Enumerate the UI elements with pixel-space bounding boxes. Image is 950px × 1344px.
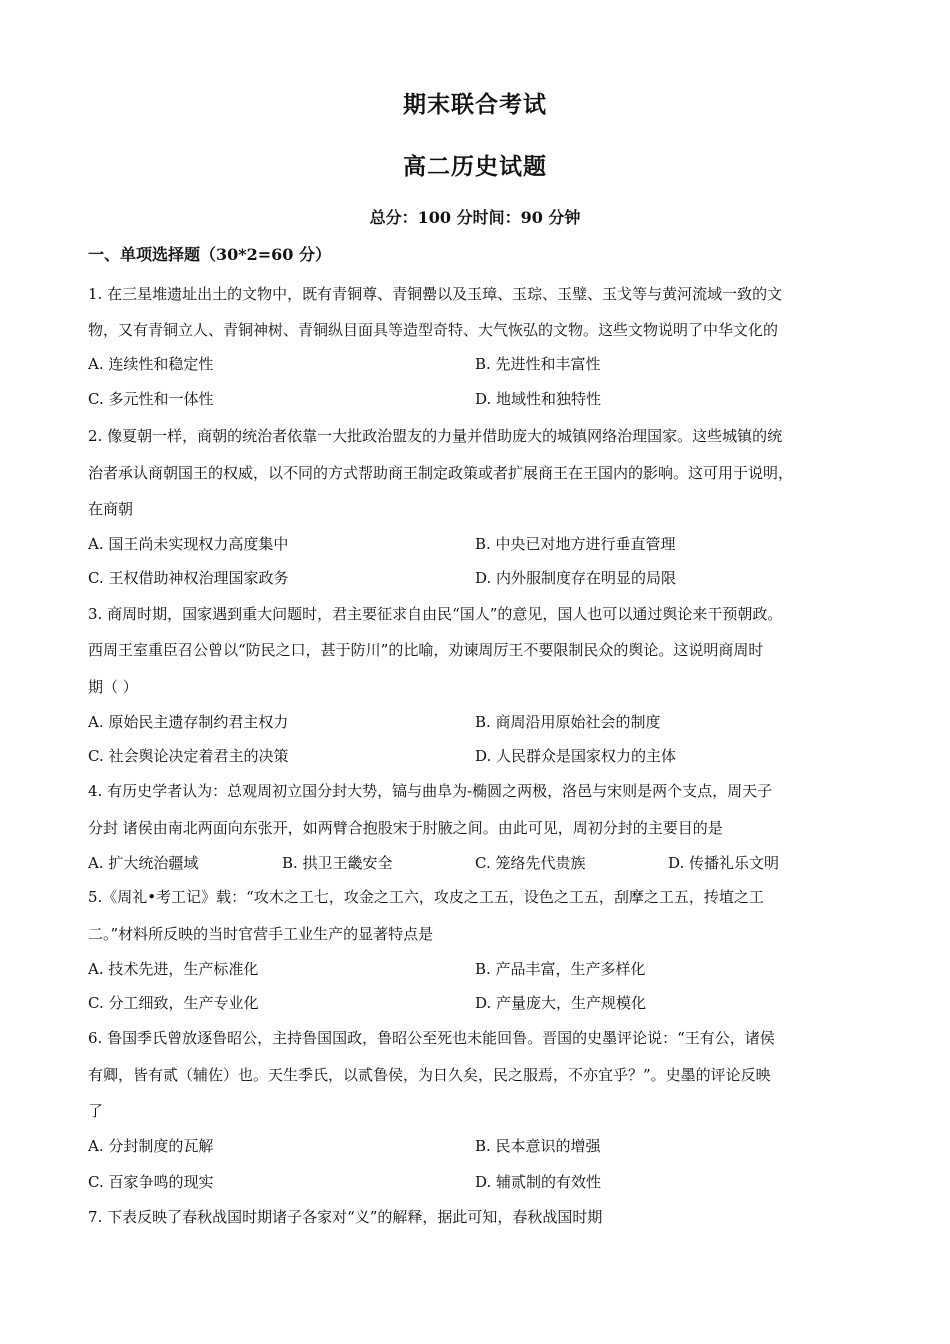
option-a: A. 分封制度的瓦解 bbox=[88, 1137, 214, 1155]
question-text-line: 物，又有青铜立人、青铜神树、青铜纵目面具等造型奇特、大气恢弘的文物。这些文物说明了中华文化的 bbox=[88, 321, 779, 339]
option-d: D. 产量庞大，生产规模化 bbox=[475, 994, 647, 1012]
question-text-line: 7. 下表反映了春秋战国时期诸子各家对“义”的解释，据此可知，春秋战国时期 bbox=[88, 1208, 603, 1226]
option-b: B. 民本意识的增强 bbox=[475, 1137, 601, 1155]
question-text-line: 西周王室重臣召公曾以“防民之口，甚于防川”的比喻，劝谏周厉王不要限制民众的舆论。这说明商周时 bbox=[88, 641, 764, 659]
option-c: C. 分工细致，生产专业化 bbox=[88, 994, 259, 1012]
option-c: C. 笼络先代贵族 bbox=[475, 854, 586, 872]
option-b: B. 产品丰富，生产多样化 bbox=[475, 960, 646, 978]
question-text-line: 有卿，皆有贰（辅佐）也。天生季氏，以贰鲁侯，为日久矣，民之服焉，不亦宜乎？”。史墨的评论反映 bbox=[88, 1066, 771, 1084]
question-text-line: 治者承认商朝国王的权威，以不同的方式帮助商王制定政策或者扩展商王在王国内的影响。这可用于说明， bbox=[88, 464, 794, 482]
option-a: A. 技术先进，生产标准化 bbox=[88, 960, 259, 978]
question-text-line: 5.《周礼•考工记》载：“攻木之工七，攻金之工六，攻皮之工五，设色之工五，刮摩之工五，抟埴之工 bbox=[88, 888, 764, 906]
option-b: B. 商周沿用原始社会的制度 bbox=[475, 713, 661, 731]
option-a: A. 国王尚未实现权力高度集中 bbox=[88, 535, 289, 553]
option-b: B. 中央已对地方进行垂直管理 bbox=[475, 535, 676, 553]
question-text-line: 了 bbox=[88, 1102, 104, 1120]
question-text-line: 4. 有历史学者认为：总观周初立国分封大势，镐与曲阜为-椭圆之两极，洛邑与宋则是两个支点，周天子 bbox=[88, 782, 773, 800]
option-c: C. 社会舆论决定着君主的决策 bbox=[88, 747, 289, 765]
option-b: B. 先进性和丰富性 bbox=[475, 355, 601, 373]
option-b: B. 拱卫王畿安全 bbox=[282, 854, 393, 872]
exam-subtitle: 高二历史试题 bbox=[403, 153, 547, 180]
option-c: C. 百家争鸣的现实 bbox=[88, 1173, 214, 1191]
exam-title: 期末联合考试 bbox=[403, 91, 547, 118]
question-text-line: 期（ ） bbox=[88, 678, 138, 696]
option-d: D. 辅贰制的有效性 bbox=[475, 1173, 602, 1191]
question-text-line: 分封 诸侯由南北两面向东张开，如两臂合抱股宋于肘腋之间。由此可见，周初分封的主要目的是 bbox=[88, 819, 723, 837]
option-a: A. 扩大统治疆域 bbox=[88, 854, 199, 872]
option-a: A. 连续性和稳定性 bbox=[88, 355, 214, 373]
exam-meta: 总分：100 分时间：90 分钟 bbox=[369, 208, 581, 227]
option-c: C. 王权借助神权治理国家政务 bbox=[88, 569, 289, 587]
option-d: D. 人民群众是国家权力的主体 bbox=[475, 747, 677, 765]
question-text-line: 二。”材料所反映的当时官营手工业生产的显著特点是 bbox=[88, 925, 434, 943]
question-text-line: 2. 像夏朝一样，商朝的统治者依靠一大批政治盟友的力量并借助庞大的城镇网络治理国家。这些城镇的统 bbox=[88, 427, 783, 445]
option-d: D. 传播礼乐文明 bbox=[668, 854, 780, 872]
question-text-line: 3. 商周时期，国家遇到重大问题时，君主要征求自由民“国人”的意见，国人也可以通过舆论来干预朝政。 bbox=[88, 605, 783, 623]
option-c: C. 多元性和一体性 bbox=[88, 390, 214, 408]
question-text-line: 1. 在三星堆遗址出土的文物中，既有青铜尊、青铜罍以及玉璋、玉琮、玉璧、玉戈等与黄河流域一致的文 bbox=[88, 285, 783, 303]
option-a: A. 原始民主遗存制约君主权力 bbox=[88, 713, 289, 731]
option-d: D. 地域性和独特性 bbox=[475, 390, 602, 408]
question-text-line: 6. 鲁国季氏曾放逐鲁昭公，主持鲁国国政，鲁昭公至死也未能回鲁。晋国的史墨评论说：“王有公，诸侯 bbox=[88, 1029, 775, 1047]
section-heading: 一、单项选择题（30*2=60 分） bbox=[88, 245, 332, 264]
question-text-line: 在商朝 bbox=[88, 500, 134, 518]
option-d: D. 内外服制度存在明显的局限 bbox=[475, 569, 677, 587]
